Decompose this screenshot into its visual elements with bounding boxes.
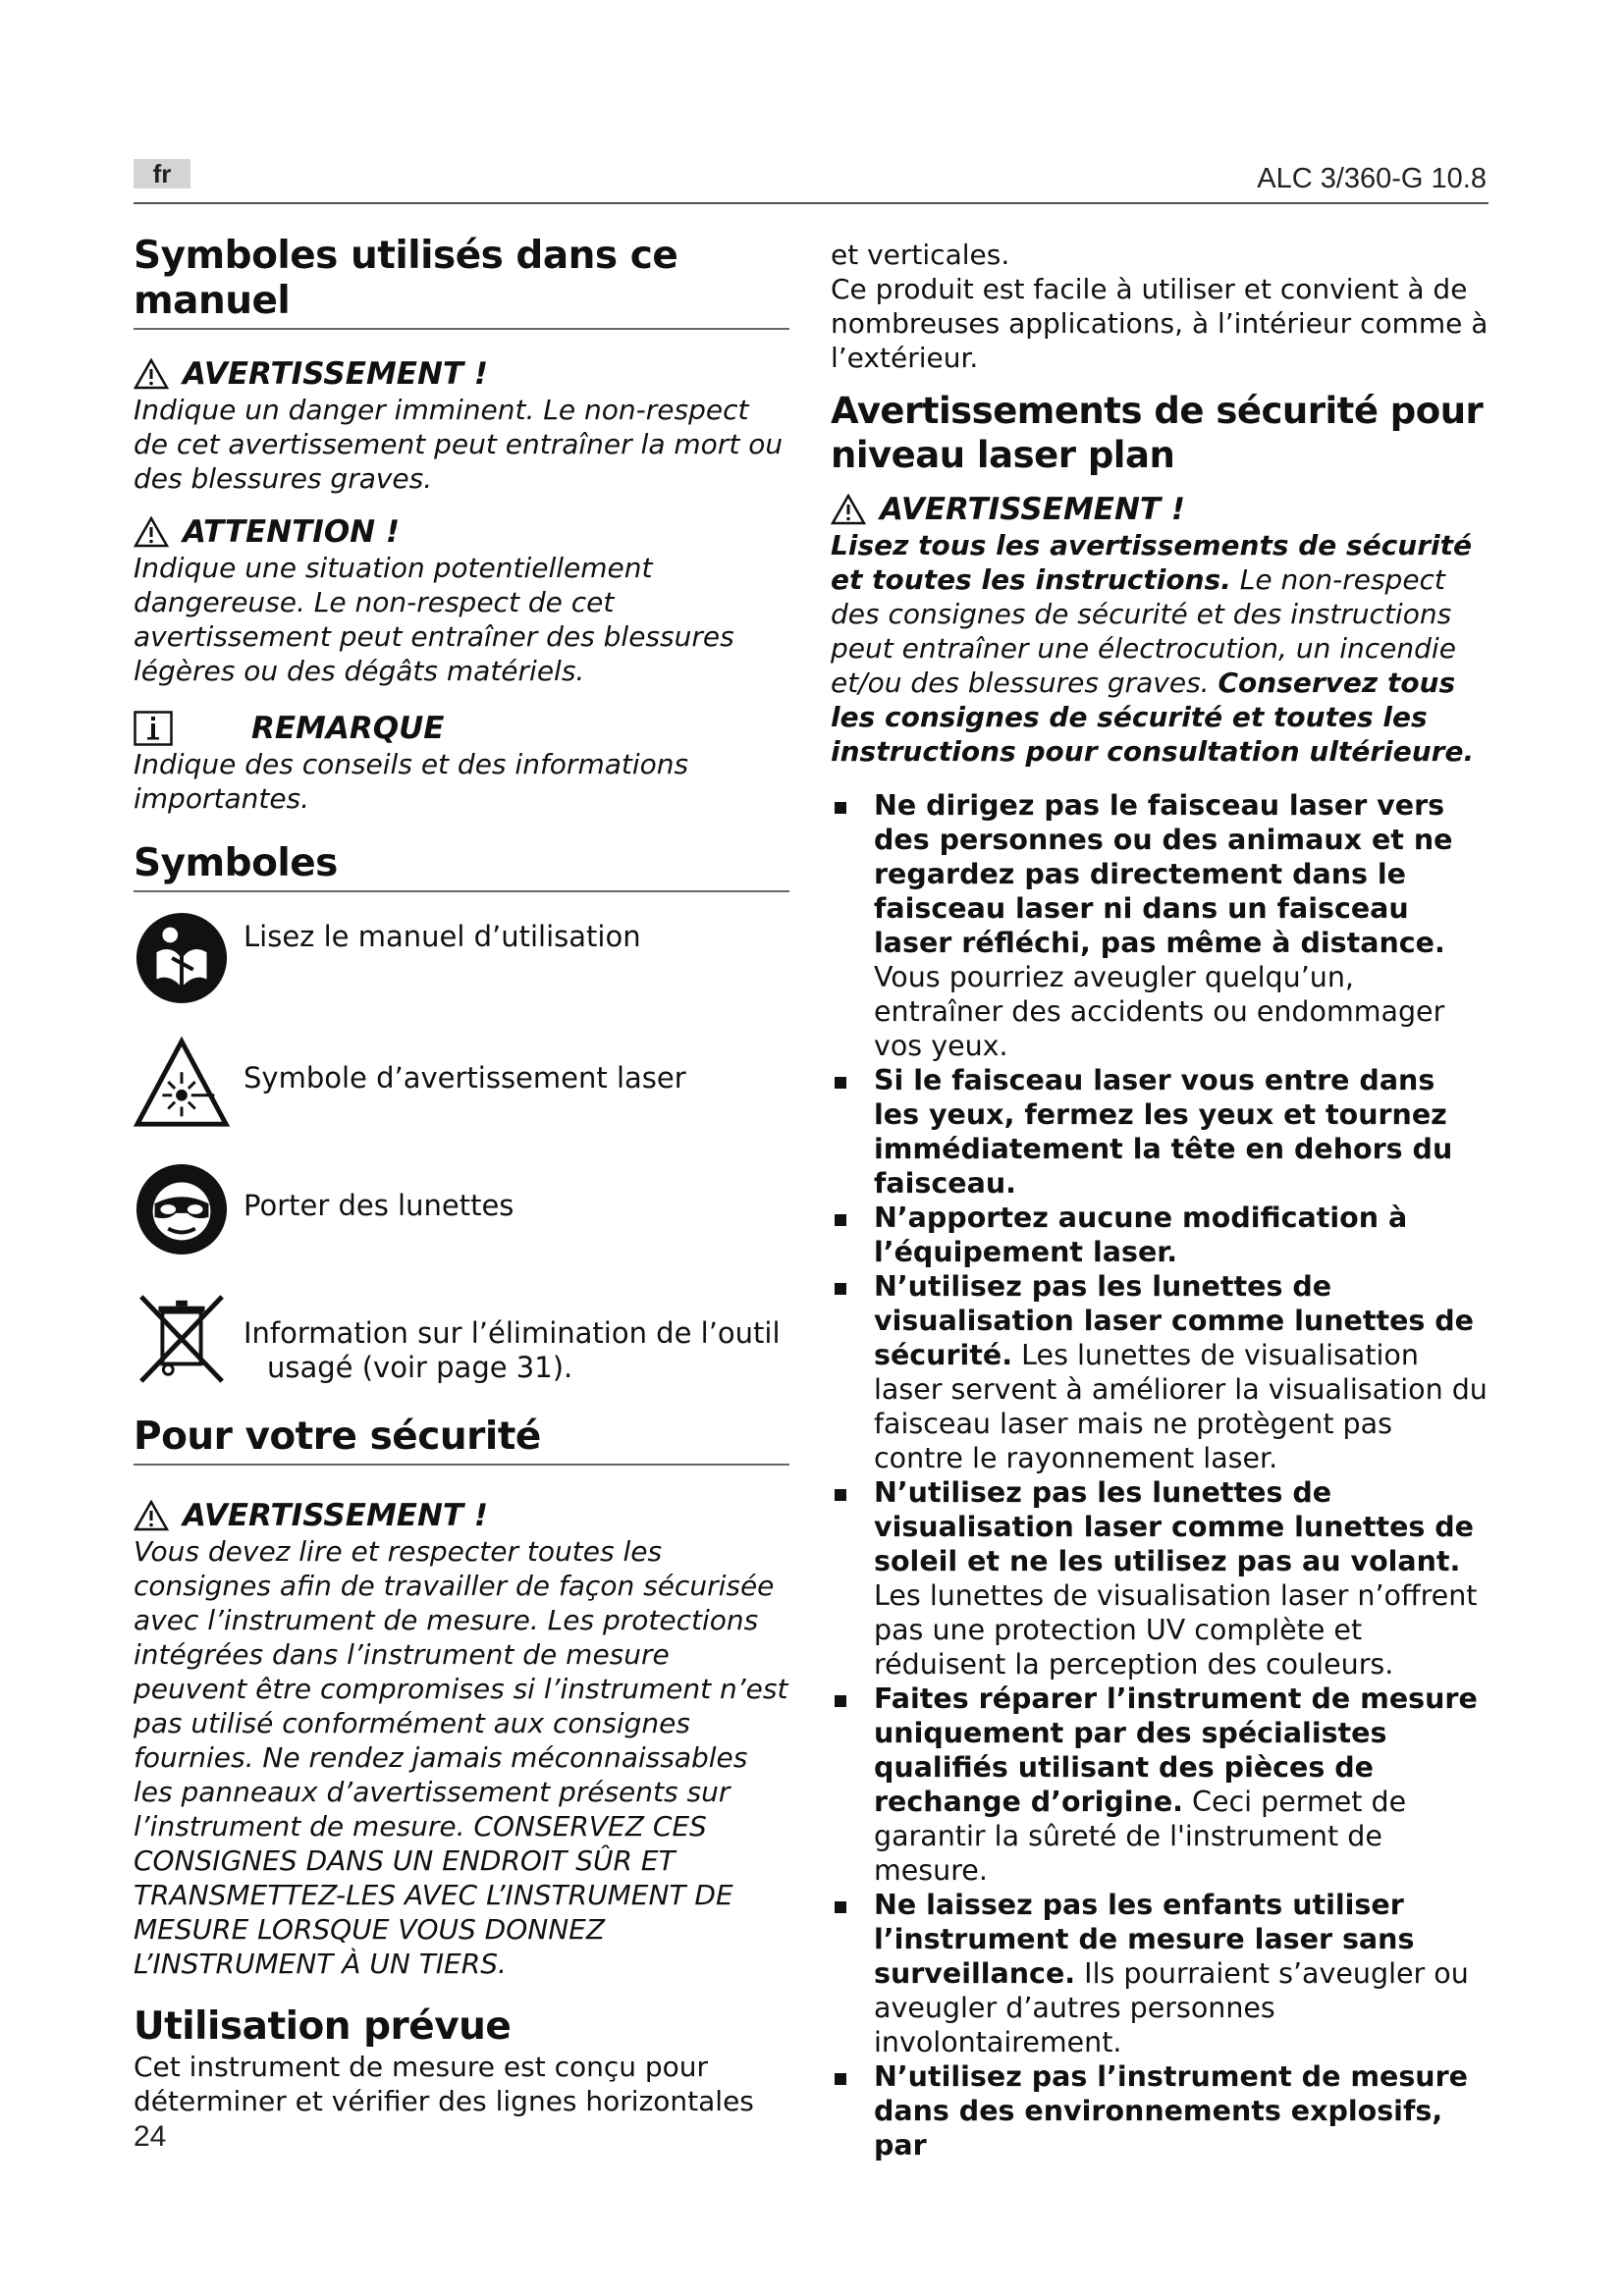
laser-warning-body: Le non-respect des consignes de sécurité et des instructions peut entraîner une électrocution, un incendie et/ou des blessures graves.: [831, 563, 1456, 699]
bullet-square-icon: [835, 1695, 846, 1707]
bullet-text: Les lunettes de visualisation laser n’offrent pas une protection UV complète et réduisent la perception des couleurs.: [874, 1579, 1478, 1681]
attention-text: Indique une situation potentiellement dangereuse. Le non-respect de cet avertissement peut entraîner des blessures légères ou des dégâts matériels.: [134, 552, 734, 687]
symbol-row-laser: [134, 1036, 789, 1132]
bullet-bold: N’utilisez pas les lunettes de visualisation laser comme lunettes de sécurité.: [874, 1270, 1475, 1371]
symbol-label: Lisez le manuel d’utilisation: [244, 920, 641, 953]
warning-text: Indique un danger imminent. Le non-respect de cet avertissement peut entraîner la mort ou des blessures graves.: [134, 394, 784, 495]
intended-use-continued: et verticales.: [831, 239, 1010, 271]
list-item: [831, 1682, 1489, 1888]
safety-bullet-list: [831, 788, 1489, 2163]
bullet-text: Vous pourriez aveugler quelqu’un, entraîner des accidents ou endommager vos yeux.: [874, 961, 1445, 1062]
safety-title: Pour votre sécurité: [134, 1415, 789, 1466]
list-item: [831, 2059, 1489, 2163]
bullet-square-icon: [835, 1901, 846, 1913]
language-badge: fr: [134, 159, 190, 188]
note-heading: [134, 710, 789, 747]
laser-warning-bold-2: Conservez tous les consignes de sécurité et toutes les instructions pour consultation ultérieure.: [831, 667, 1475, 768]
bullet-bold: Ne laissez pas les enfants utiliser l’instrument de mesure laser sans surveillance.: [874, 1889, 1415, 1990]
symbol-label: Symbole d’avertissement laser: [244, 1061, 686, 1095]
bullet-bold: N’utilisez pas l’instrument de mesure dans des environnements explosifs, par: [874, 2060, 1468, 2162]
laser-warning-text: [831, 528, 1489, 769]
laser-warning-bold-1: Lisez tous les avertissements de sécurité et toutes les instructions.: [831, 529, 1473, 596]
bullet-text: Ceci permet de garantir la sûreté de l'instrument de mesure.: [874, 1786, 1407, 1887]
page-number: 24: [134, 2120, 167, 2153]
list-item: [831, 1201, 1489, 1269]
laser-warning-label: AVERTISSEMENT !: [880, 492, 1185, 527]
model-name: ALC 3/360-G 10.8: [1257, 163, 1487, 194]
wear-goggles-icon: [134, 1161, 230, 1257]
warning-heading: [134, 355, 789, 393]
bullet-square-icon: [835, 1077, 846, 1089]
attention-heading: [134, 513, 789, 551]
laser-warning-heading: [831, 491, 1489, 528]
bullet-bold: N’apportez aucune modification à l’équipement laser.: [874, 1201, 1408, 1268]
bullet-square-icon: [835, 1214, 846, 1226]
symbol-row-disposal: [134, 1291, 789, 1387]
weee-disposal-icon: [134, 1291, 230, 1387]
bullet-bold: Si le faisceau laser vous entre dans les yeux, fermez les yeux et tournez immédiatement la tête en dehors du faisceau.: [874, 1064, 1453, 1200]
safety-warning-heading: [134, 1497, 789, 1534]
intended-use-text: Cet instrument de mesure est conçu pour déterminer et vérifier des lignes horizontales: [134, 2051, 754, 2117]
warning-triangle-icon: [831, 494, 866, 525]
list-item: [831, 1063, 1489, 1201]
symbol-row-manual: [134, 910, 789, 1006]
note-label: REMARQUE: [251, 711, 445, 746]
symbol-row-goggles: [134, 1161, 789, 1257]
safety-warning-label: AVERTISSEMENT !: [183, 1498, 488, 1533]
header-divider: [134, 202, 1489, 204]
symbols-manual-title: Symboles utilisés dans ce manuel: [134, 234, 789, 330]
bullet-square-icon: [835, 2073, 846, 2085]
note-text: Indique des conseils et des informations importantes.: [134, 748, 689, 815]
symbol-label: Information sur l’élimination de l’outil usagé (voir page 31).: [244, 1316, 781, 1384]
warning-triangle-icon: [134, 358, 169, 390]
left-column: [134, 234, 789, 2118]
symbols-title: Symboles: [134, 841, 789, 892]
bullet-square-icon: [835, 1489, 846, 1501]
bullet-text: Ils pourraient s’aveugler ou aveugler d’autres personnes involontairement.: [874, 1957, 1469, 2058]
list-item: [831, 1475, 1489, 1682]
bullet-bold: Faites réparer l’instrument de mesure uniquement par des spécialistes qualifiés utilisant des pièces de rechange d’origine.: [874, 1682, 1478, 1818]
laser-warning-icon: [134, 1036, 230, 1132]
list-item: [831, 1269, 1489, 1475]
right-column: [831, 238, 1489, 2163]
safety-warning-text: Vous devez lire et respecter toutes les consignes afin de travailler de façon sécurisée avec l’instrument de mesure. Les protections intégrées dans l’instrument de mesure peuvent être compromises si l’instrument n’est pas utilisé conformément aux consignes fournies. Ne rendez jamais méconnaissables les panneaux d’avertissement présents sur l’instrument de mesure. CONSERVEZ CES CONSIGNES DANS UN ENDROIT SÛR ET TRANSMETTEZ-LES AVEC L’INSTRUMENT DE MESURE LORSQUE VOUS DONNEZ L’INSTRUMENT À UN TIERS.: [134, 1535, 788, 1980]
attention-label: ATTENTION !: [183, 514, 401, 550]
warning-triangle-icon: [134, 1500, 169, 1531]
bullet-square-icon: [835, 1283, 846, 1295]
warning-label: AVERTISSEMENT !: [183, 356, 488, 392]
intended-use-title: Utilisation prévue: [134, 2004, 512, 2049]
warning-triangle-icon: [134, 516, 169, 548]
laser-safety-title: Avertissements de sécurité pour niveau laser plan: [831, 390, 1484, 476]
bullet-bold: N’utilisez pas les lunettes de visualisation laser comme lunettes de soleil et ne les utilisez pas au volant.: [874, 1476, 1475, 1577]
intended-use-text-2: Ce produit est facile à utiliser et convient à de nombreuses applications, à l’intérieur comme à l’extérieur.: [831, 273, 1489, 374]
info-icon: [134, 711, 173, 746]
bullet-bold: Ne dirigez pas le faisceau laser vers des personnes ou des animaux et ne regardez pas directement dans le faisceau laser ni dans un faisceau laser réfléchi, pas même à distance.: [874, 789, 1453, 959]
symbol-label: Porter des lunettes: [244, 1189, 514, 1222]
list-item: [831, 1888, 1489, 2059]
bullet-text: Les lunettes de visualisation laser servent à améliorer la visualisation du faisceau laser mais ne protègent pas contre le rayonnement laser.: [874, 1339, 1488, 1474]
list-item: [831, 788, 1489, 1063]
read-manual-icon: [134, 910, 230, 1006]
bullet-square-icon: [835, 802, 846, 814]
